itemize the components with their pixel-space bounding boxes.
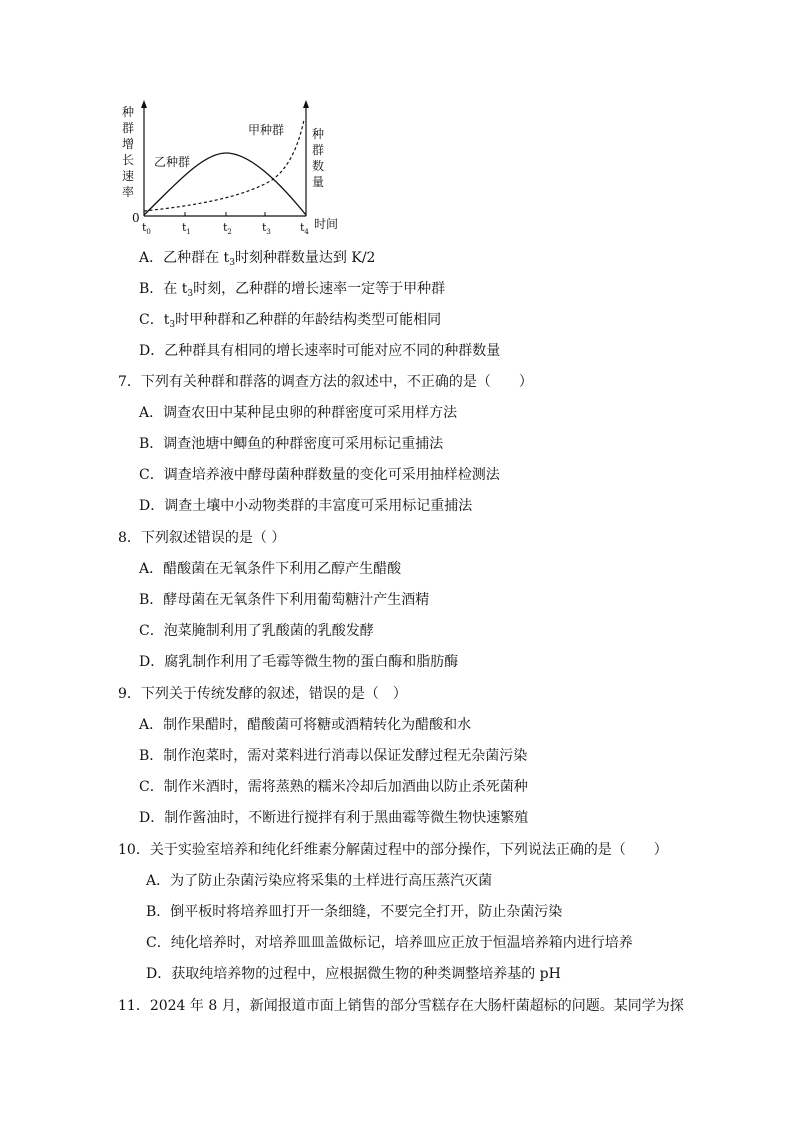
q6-option-c: C．$t_3$时甲种群和乙种群的年龄结构类型可能相同 [139, 312, 442, 330]
q11-stem: 11．2024 年 8 月，新闻报道市面上销售的部分雪糕存在大肠杆菌超标的问题。某同学为探 [118, 998, 684, 1014]
q7-option-d: D．调查土壤中小动物类群的丰富度可采用标记重捕法 [139, 498, 473, 514]
q9-option-d: D．制作酱油时，不断进行搅拌有利于黑曲霉等微生物快速繁殖 [139, 810, 529, 826]
q6-option-d: D．乙种群具有相同的增长速率时可能对应不同的种群数量 [139, 343, 501, 359]
q8-option-c: C．泡菜腌制利用了乳酸菌的乳酸发酵 [139, 623, 374, 639]
tick-label-t3: $t_3$ [262, 221, 271, 236]
q9-option-a: A．制作果醋时，醋酸菌可将糖或酒精转化为醋酸和水 [139, 717, 472, 733]
q10-option-a: A．为了防止杂菌污染应将采集的土样进行高压蒸汽灭菌 [146, 873, 493, 889]
origin-label: 0 [132, 211, 140, 225]
q10-stem: 10．关于实验室培养和纯化纤维素分解菌过程中的部分操作，下列说法正确的是（ ） [118, 842, 668, 858]
q8-option-d: D．腐乳制作利用了毛霉等微生物的蛋白酶和脂肪酶 [139, 654, 459, 670]
tick-label-t4: $t_4$ [300, 221, 309, 236]
q6-option-a: A．乙种群在 $t_3$时刻种群数量达到 K/2 [139, 250, 376, 268]
q8-option-a: A．醋酸菌在无氧条件下利用乙醇产生醋酸 [139, 561, 402, 577]
population-growth-figure [112, 98, 352, 240]
q7-option-b: B．调查池塘中鲫鱼的种群密度可采用标记重捕法 [139, 436, 444, 452]
tick-label-t0: $t_0$ [142, 221, 151, 236]
q10-option-c: C．纯化培养时，对培养皿皿盖做标记，培养皿应正放于恒温培养箱内进行培养 [146, 935, 633, 951]
q7-option-c: C．调查培养液中酵母菌种群数量的变化可采用抽样检测法 [139, 467, 500, 483]
right-axis-label: 种 群 数 量 [312, 127, 325, 189]
q10-option-b: B．倒平板时将培养皿打开一条细缝，不要完全打开，防止杂菌污染 [146, 904, 563, 920]
tick-label-t2: $t_2$ [223, 221, 232, 236]
q9-option-b: B．制作泡菜时，需对菜料进行消毒以保证发酵过程无杂菌污染 [139, 748, 528, 764]
q7-stem: 7．下列有关种群和群落的调查方法的叙述中，不正确的是（ ） [118, 374, 533, 390]
curve-a-label: 甲种群 [248, 123, 285, 137]
x-axis-label: 时间 [314, 217, 339, 231]
q8-stem: 8．下列叙述错误的是（ ） [118, 530, 286, 546]
tick-labels [142, 221, 309, 236]
q9-stem: 9．下列关于传统发酵的叙述，错误的是（ ） [118, 686, 407, 702]
population-graph-svg [112, 98, 352, 240]
left-axis-label: 种 群 增 长 速 率 [122, 105, 135, 199]
q10-option-d: D．获取纯培养物的过程中，应根据微生物的种类调整培养基的 pH [146, 966, 561, 982]
q8-option-b: B．酵母菌在无氧条件下利用葡萄糖汁产生酒精 [139, 592, 430, 608]
q6-option-b: B．在 $t_3$时刻，乙种群的增长速率一定等于甲种群 [139, 281, 446, 299]
q7-option-a: A．调查农田中某种昆虫卵的种群密度可采用样方法 [139, 405, 458, 421]
left-axis-arrow-icon [141, 100, 147, 108]
tick-label-t1: $t_1$ [182, 221, 191, 236]
q9-option-c: C．制作米酒时，需将蒸熟的糯米冷却后加酒曲以防止杀死菌种 [139, 779, 528, 795]
curve-b-label: 乙种群 [154, 155, 191, 169]
right-axis-arrow-icon [303, 100, 309, 108]
